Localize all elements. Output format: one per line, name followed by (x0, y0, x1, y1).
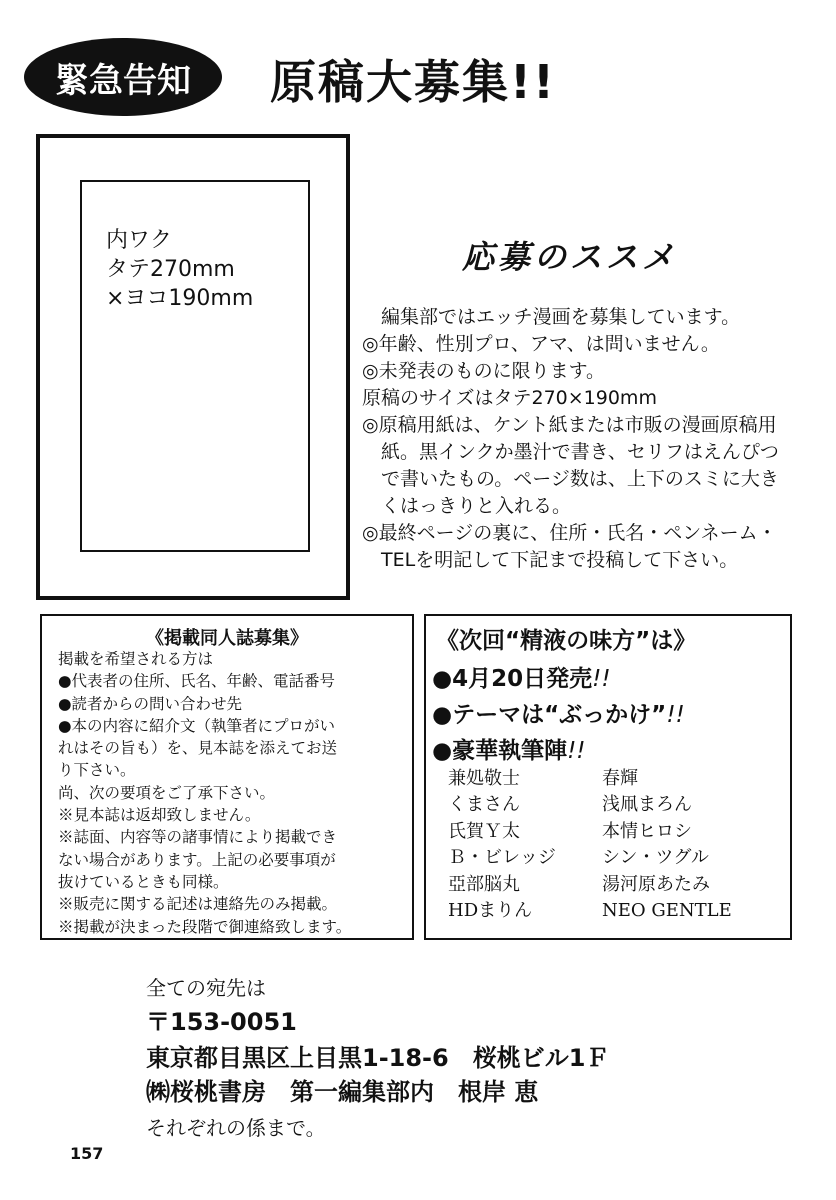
frame-line: 内ワク (106, 228, 173, 253)
next-issue-box (424, 614, 792, 940)
doujin-line: 尚、次の要項をご了承下さい。 (58, 783, 276, 802)
author-name: HDまりん (448, 900, 533, 922)
address-outro: それぞれの係まで。 (146, 1116, 326, 1140)
street-address: 東京都目黒区上目黒1-18-6 桜桃ビル1Ｆ (146, 1044, 610, 1072)
page-number: 157 (70, 1144, 104, 1163)
doujin-line: り下さい。 (58, 761, 136, 780)
recommend-line: ◎原稿用紙は、ケント紙または市販の漫画原稿用 (362, 414, 777, 436)
writers-text: ●豪華執筆陣 (432, 738, 568, 764)
recommend-line: 編集部ではエッチ漫画を募集しています。 (362, 306, 741, 328)
doujin-line: ※販売に関する記述は連絡先のみ掲載。 (58, 895, 338, 914)
recommend-line: 原稿のサイズはタテ270×190mm (362, 387, 657, 409)
author-name: 氏賀Ｙ太 (448, 820, 520, 842)
recommend-line: で書いたもの。ページ数は、上下のスミに大き (362, 468, 779, 490)
address-intro: 全ての宛先は (146, 976, 266, 1000)
author-name: 兼処敬士 (448, 768, 520, 789)
recommend-body (362, 304, 802, 574)
recommend-line: TELを明記して下記まで投稿して下さい。 (362, 549, 739, 571)
author-name: 湯河原あたみ (602, 873, 710, 895)
recommend-line: 紙。黒インクか墨汁で書き、セリフはえんぴつ (362, 441, 779, 463)
author-name: 本情ヒロシ (602, 820, 692, 842)
author-name: 亞部脳丸 (448, 873, 520, 895)
headline: 原稿大募集!! (270, 55, 556, 109)
doujin-line: 掲載を希望される方は (58, 650, 214, 668)
author-name: 浅凧まろん (602, 794, 692, 816)
theme-text: ●テーマは“ぶっかけ” (432, 702, 667, 728)
frame-size-label (106, 226, 253, 313)
frame-line: ×ヨコ190mm (106, 286, 254, 311)
urgent-notice-badge: 緊急告知 (24, 38, 222, 116)
writers-label (432, 732, 586, 765)
doujin-line: ●本の内容に紹介文（執筆者にプロがい (58, 716, 336, 735)
doujin-line: ●代表者の住所、氏名、年齢、電話番号 (58, 672, 336, 691)
frame-line: タテ270mm (106, 257, 235, 282)
writers-mark: !! (567, 738, 586, 764)
doujin-line: ※誌面、内容等の諸事情により掲載でき (58, 828, 338, 847)
recommend-line: ◎最終ページの裏に、住所・氏名・ペンネーム・ (362, 522, 777, 544)
author-name: 春輝 (602, 768, 638, 789)
recommend-line: ◎未発表のものに限ります。 (362, 360, 606, 382)
recommend-title: 応募のススメ (462, 238, 679, 276)
doujin-body (58, 648, 351, 938)
recommend-line: くはっきりと入れる。 (362, 495, 572, 517)
doujin-title: 《掲載同人誌募集》 (146, 628, 308, 649)
recommend-line: ◎年齢、性別プロ、アマ、は問いません。 (362, 333, 720, 355)
doujin-line: ※見本誌は返却致しません。 (58, 806, 261, 825)
author-name: くまさん (448, 794, 520, 816)
company-name: ㈱桜桃書房 第一編集部内 根岸 恵 (146, 1078, 539, 1106)
postal-code: 〒153-0051 (146, 1008, 297, 1036)
release-date (432, 660, 611, 693)
author-name: Ｂ・ビレッジ (448, 847, 556, 869)
release-date-text: ●4月20日発売 (432, 666, 593, 692)
author-name: NEO GENTLE (602, 900, 732, 922)
next-issue-title: 《次回“精液の味方”は》 (436, 628, 697, 654)
theme-mark: !! (666, 702, 685, 728)
doujin-line: れはその旨も）を、見本誌を添えてお送 (58, 739, 338, 758)
doujin-line: ●読者からの問い合わせ先 (58, 694, 243, 713)
authors-left (448, 766, 556, 924)
theme (432, 696, 685, 729)
author-name: シン・ツグル (602, 847, 709, 869)
doujin-box (40, 614, 414, 940)
doujin-line: ※掲載が決まった段階で御連絡致します。 (58, 917, 352, 936)
doujin-line: ない場合があります。上記の必要事項が (58, 850, 336, 869)
doujin-line: 抜けているときも同様。 (58, 872, 229, 891)
authors-right (602, 766, 732, 924)
release-mark: !! (592, 666, 611, 692)
